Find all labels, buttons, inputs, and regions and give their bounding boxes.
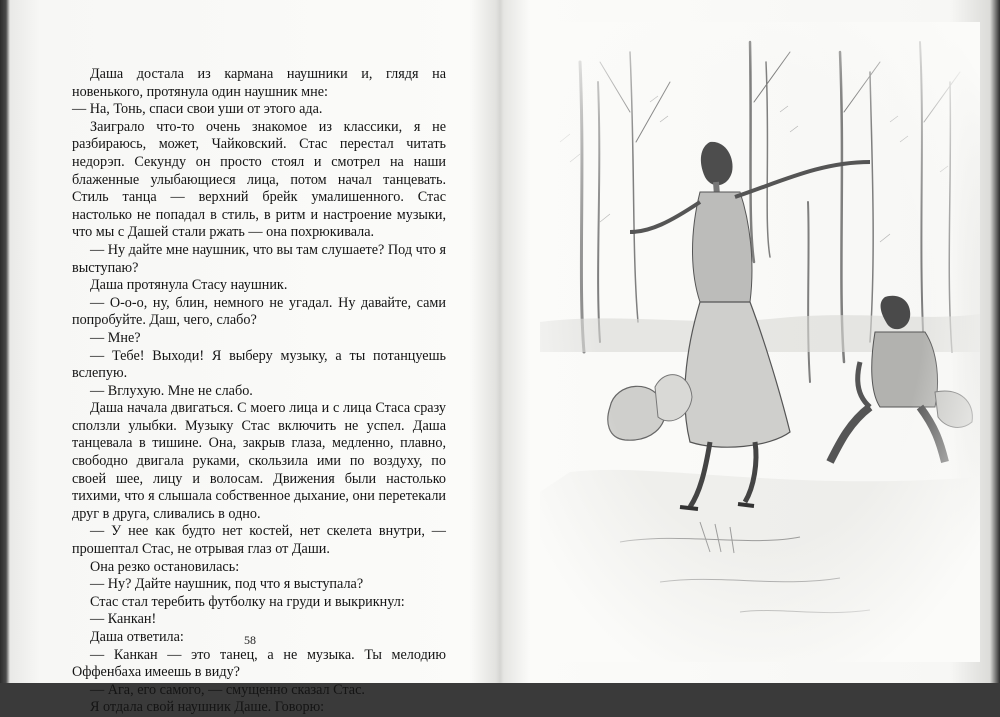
paragraph: Я отдала свой наушник Даше. Говорю: bbox=[90, 699, 325, 716]
paragraph: Она резко остановилась: bbox=[90, 558, 240, 575]
paragraph: Даша достала из кармана наушники и, глядя на новенького, протянула один наушник мне: bbox=[72, 66, 446, 100]
paragraph: Даша протянула Стасу наушник. bbox=[90, 277, 288, 294]
paragraph: — На, Тонь, спаси свои уши от этого ада. bbox=[72, 101, 323, 118]
paragraph: — Ну? Дайте наушник, под что я выступала? bbox=[90, 576, 364, 593]
paragraph: — Канкан! bbox=[90, 611, 157, 628]
story-text bbox=[72, 66, 446, 717]
pencil-illustration bbox=[540, 22, 980, 662]
paragraph: — Канкан — это танец, а не музыка. Ты мелодию Оффенбаха имеешь в виду? bbox=[72, 646, 446, 681]
paragraph: — Ну дайте мне наушник, что вы там слушаете? Под что я выступаю? bbox=[72, 241, 446, 276]
right-page bbox=[500, 0, 1000, 683]
page-number: 58 bbox=[244, 633, 256, 647]
paragraph: — У нее как будто нет костей, нет скелета внутри, — прошептал Стас, не отрывая глаз от Даши. bbox=[72, 523, 446, 558]
paragraph: — О-о-о, ну, блин, немного не угадал. Ну давайте, сами попробуйте. Даш, чего, слабо? bbox=[72, 294, 446, 329]
paragraph: — Вглухую. Мне не слабо. bbox=[90, 382, 253, 399]
paragraph: — Тебе! Выходи! Я выберу музыку, а ты потанцуешь вслепую. bbox=[72, 347, 446, 382]
paragraph: — Мне? bbox=[90, 329, 141, 346]
left-page bbox=[0, 0, 500, 716]
paragraph: — Ага, его самого, — смущенно сказал Стас. bbox=[90, 681, 365, 698]
paragraph: Заиграло что-то очень знакомое из классики, я не разбираюсь, может, Чайковский. Стас перестал читать недорэп. Секунду он просто стоял и смотрел на наши блаженные улыбающиеся лица, потом начал танцевать. Стиль танца — верхний брейк умалишенного. Стас настолько не попадал в стиль, в ритм и настроение музыки, что мы с Дашей стали ржать — она похрюкивала. bbox=[72, 118, 446, 241]
paragraph: Даша ответила: bbox=[90, 629, 184, 645]
paragraph: Стас стал теребить футболку на груди и выкрикнул: bbox=[90, 593, 405, 610]
paragraph: Даша начала двигаться. С моего лица и с лица Стаса сразу сползли улыбки. Музыку Стас включить не успел. Даша танцевала в тишине. Она, закрыв глаза, медленно, плавно, свободно двигала руками, скользила ими по воздуху, по своей шее, лицу и волосам. Движения были настолько тихими, что я слышала собственное дыхание, они перетекали друг в друга, сливались в одно. bbox=[72, 400, 446, 522]
